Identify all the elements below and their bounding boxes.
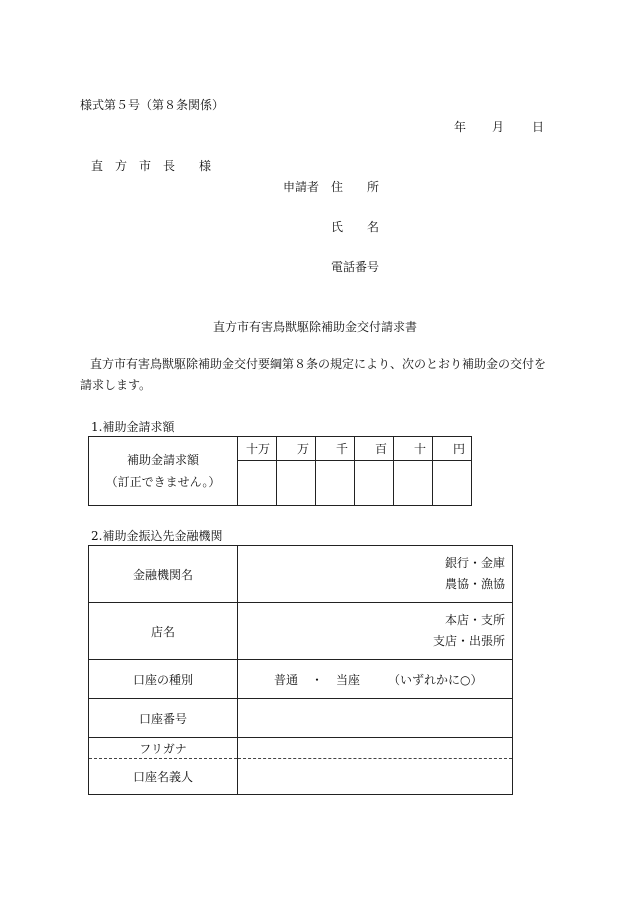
amount-table [88,436,472,506]
branch-type-option: 支店・出張所 [432,634,505,648]
account-type-cell[interactable] [238,660,513,699]
bank-name-label: 金融機関名 [89,546,238,603]
account-holder-cell[interactable] [238,759,513,795]
addressee-char: 長 [163,159,176,173]
account-type-separator: ・ [311,672,324,687]
addressee-char: 市 [139,159,152,173]
date-month-label: 月 [492,120,505,134]
date-day-label: 日 [532,120,545,134]
addressee-char: 直 [91,159,104,173]
amount-label: 補助金請求額 [126,453,199,467]
body-text-line1: 直方市有害鳥獣駆除補助金交付要綱第８条の規定により、次のとおり補助金の交付を [90,357,547,371]
account-type-label: 口座の種別 [89,660,238,699]
branch-name-label: 店名 [89,603,238,660]
amount-digit-cell[interactable] [316,461,355,506]
account-type-current[interactable]: 当座 [336,672,361,687]
branch-name-cell[interactable] [238,603,513,660]
account-type-note: （いずれかに○） [388,672,483,687]
applicant-label: 申請者 [283,180,320,194]
amount-digit-cell[interactable] [355,461,394,506]
account-number-label: 口座番号 [89,699,238,738]
unit-header: 十万 [238,437,277,461]
amount-digit-cell[interactable] [277,461,316,506]
date-line [454,118,544,135]
phone-label: 電話番号 [331,260,380,274]
amount-digit-cell[interactable] [394,461,433,506]
unit-header: 十 [394,437,433,461]
address-label: 住 所 [331,180,380,194]
date-year-label: 年 [454,120,467,134]
addressee [91,157,211,174]
bank-type-option: 銀行・金庫 [444,556,505,570]
amount-label-cell [89,437,238,506]
branch-type-option: 本店・支所 [444,613,505,627]
addressee-honorific: 様 [199,159,212,173]
name-label: 氏 名 [331,220,380,234]
form-number: 様式第５号（第８条関係） [80,98,225,112]
document-title: 直方市有害鳥獣駆除補助金交付請求書 [212,320,417,334]
amount-label-note: （訂正できません。） [105,475,221,489]
account-holder-label: 口座名義人 [89,759,238,795]
section1-heading: 1.補助金請求額 [91,420,175,434]
bank-table [88,545,513,795]
bank-name-cell[interactable] [238,546,513,603]
unit-header: 万 [277,437,316,461]
amount-digit-cell[interactable] [433,461,472,506]
amount-digit-cell[interactable] [238,461,277,506]
bank-type-option: 農協・漁協 [444,577,505,591]
unit-header: 千 [316,437,355,461]
unit-header: 円 [433,437,472,461]
section2-heading: 2.補助金振込先金融機関 [91,529,223,543]
account-number-cell[interactable] [238,699,513,738]
furigana-cell[interactable] [238,738,513,759]
furigana-label: フリガナ [89,738,238,759]
unit-header: 百 [355,437,394,461]
body-text-line2: 請求します。 [80,378,152,392]
addressee-char: 方 [115,159,128,173]
account-type-ordinary[interactable]: 普通 [274,672,299,687]
